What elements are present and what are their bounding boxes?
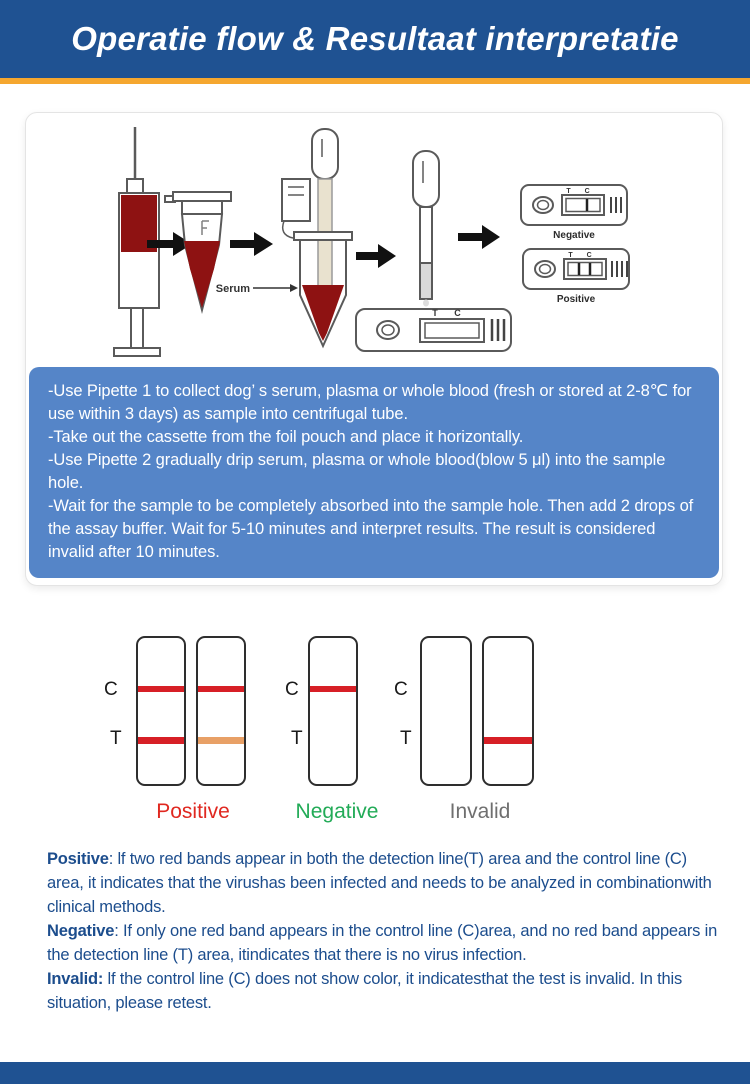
serum-label: Serum — [215, 283, 250, 295]
serum-pointer-head — [290, 284, 298, 292]
page-title: Operatie flow & Resultaat interpretatie — [71, 20, 679, 57]
footer-banner — [0, 1062, 750, 1084]
cassette-tc-label: T C — [432, 308, 468, 318]
accent-divider — [0, 78, 750, 84]
test-strip-invalid-t-only — [482, 636, 534, 786]
test-strip-invalid-blank — [420, 636, 472, 786]
instruction-step: -Use Pipette 1 to collect dog’ s serum, plasma or whole blood (fresh or stored at 2-8℃ for use within 3 days) as sample into centrifugal tube. — [48, 382, 692, 423]
negative-caption: Negative — [295, 800, 379, 823]
test-line-label: T — [110, 728, 122, 749]
instruction-step: -Take out the cassette from the foil pouch and place it horizontally. — [48, 428, 524, 446]
positive-caption: Positive — [156, 800, 230, 823]
negative-cassette-label: Negative — [553, 230, 595, 241]
c-band — [198, 686, 244, 692]
test-strip-positive-weak — [196, 636, 246, 786]
negative-description: : If only one red band appears in the control line (C)area, and no red band appears in the detection line (T) area, itindicates that there is no virus infection. — [47, 922, 718, 964]
flow-arrow-icon — [356, 244, 396, 268]
c-band — [138, 686, 184, 692]
cassette-tc-label: T C — [566, 188, 596, 195]
control-line-label: C — [104, 679, 118, 700]
control-line-label: C — [285, 679, 299, 700]
flow-illustration — [26, 113, 722, 365]
test-line-label: T — [400, 728, 412, 749]
flow-arrow-icon — [230, 232, 273, 256]
operation-flow-card — [25, 112, 723, 586]
t-band — [484, 737, 532, 744]
test-line-label: T — [291, 728, 303, 749]
interpretation-invalid — [47, 967, 723, 1015]
dropper-icon — [413, 151, 439, 299]
positive-cassette-label: Positive — [556, 294, 596, 305]
instructions-box — [29, 367, 719, 578]
test-strip-negative — [308, 636, 358, 786]
negative-term: Negative — [47, 922, 115, 940]
test-strip-positive-strong — [136, 636, 186, 786]
interpretation-text — [47, 847, 723, 1015]
instruction-step: -Wait for the sample to be completely absorbed into the sample hole. Then add 2 drops of the assay buffer. Wait for 5-10 minutes and interpret results. The result is considered invalid after 10 minutes. — [48, 497, 694, 561]
invalid-description: lf the control line (C) does not show color, it indicatesthat the test is invalid. In this situation, please retest. — [47, 970, 683, 1012]
flow-arrow-icon — [458, 225, 500, 249]
t-band-faint — [198, 737, 244, 744]
t-band — [138, 737, 184, 744]
cassette-tc-label: T C — [568, 252, 598, 259]
drop — [423, 300, 429, 307]
tube-blood — [184, 241, 220, 308]
header-banner — [0, 0, 750, 78]
invalid-term: Invalid: — [47, 970, 104, 988]
control-line-label: C — [394, 679, 408, 700]
instruction-step: -Use Pipette 2 gradually drip serum, plasma or whole blood(blow 5 μl) into the sample hole. — [48, 451, 666, 492]
positive-term: Positive — [47, 850, 109, 868]
positive-description: : lf two red bands appear in both the detection line(T) area and the control line (C) area, it indicates that the virushas been infected and needs to be analyzed in combinationwith clinical methods. — [47, 850, 712, 916]
interpretation-positive — [47, 847, 723, 919]
invalid-caption: Invalid — [449, 800, 511, 823]
c-band — [310, 686, 356, 692]
interpretation-negative — [47, 919, 723, 967]
